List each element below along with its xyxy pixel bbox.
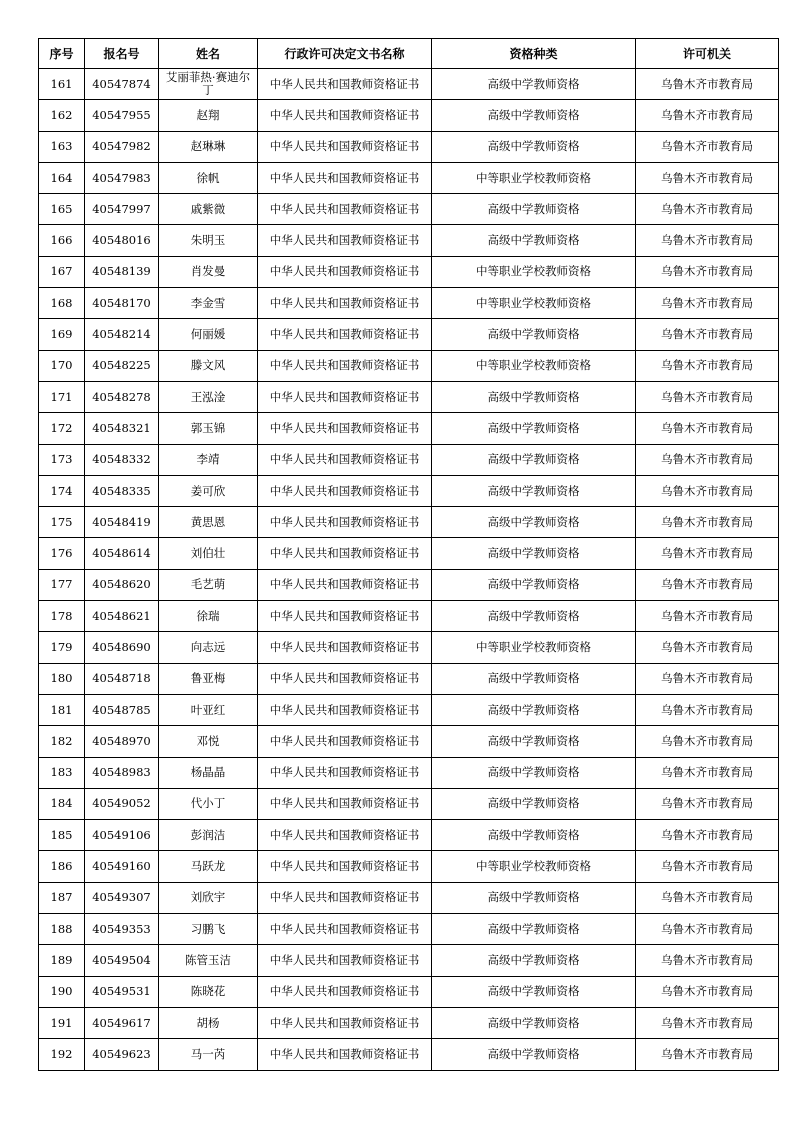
cell-licensing-authority: 乌鲁木齐市教育局: [636, 381, 779, 412]
cell-document-name: 中华人民共和国教师资格证书: [258, 788, 432, 819]
cell-name: 徐瑞: [159, 601, 258, 632]
cell-qualification-type: 高级中学教师资格: [432, 663, 636, 694]
table-row: [39, 757, 779, 788]
cell-document-name: 中华人民共和国教师资格证书: [258, 976, 432, 1007]
cell-name: 戚紫微: [159, 194, 258, 225]
cell-serial-number: 178: [39, 601, 85, 632]
cell-name: 马跃龙: [159, 851, 258, 882]
cell-qualification-type: 高级中学教师资格: [432, 694, 636, 725]
cell-qualification-type: 高级中学教师资格: [432, 569, 636, 600]
cell-name: 黄思恩: [159, 507, 258, 538]
cell-qualification-type: 高级中学教师资格: [432, 507, 636, 538]
cell-name: 习鹏飞: [159, 914, 258, 945]
cell-serial-number: 164: [39, 162, 85, 193]
cell-document-name: 中华人民共和国教师资格证书: [258, 100, 432, 131]
table-row: [39, 945, 779, 976]
cell-document-name: 中华人民共和国教师资格证书: [258, 726, 432, 757]
cell-name: 刘伯壮: [159, 538, 258, 569]
cell-name: 滕文风: [159, 350, 258, 381]
cell-licensing-authority: 乌鲁木齐市教育局: [636, 69, 779, 100]
table-row: [39, 914, 779, 945]
cell-serial-number: 177: [39, 569, 85, 600]
cell-registration-number: 40548718: [85, 663, 159, 694]
cell-name: 姜可欣: [159, 475, 258, 506]
cell-document-name: 中华人民共和国教师资格证书: [258, 601, 432, 632]
header-licensing-authority: 许可机关: [636, 39, 779, 69]
cell-name: 肖发曼: [159, 256, 258, 287]
cell-document-name: 中华人民共和国教师资格证书: [258, 162, 432, 193]
table-row: [39, 976, 779, 1007]
table-row: [39, 131, 779, 162]
cell-registration-number: 40548225: [85, 350, 159, 381]
header-name: 姓名: [159, 39, 258, 69]
cell-licensing-authority: 乌鲁木齐市教育局: [636, 601, 779, 632]
cell-registration-number: 40548419: [85, 507, 159, 538]
table-row: [39, 538, 779, 569]
cell-licensing-authority: 乌鲁木齐市教育局: [636, 569, 779, 600]
table-row: [39, 225, 779, 256]
cell-qualification-type: 高级中学教师资格: [432, 413, 636, 444]
cell-serial-number: 174: [39, 475, 85, 506]
table-row: [39, 413, 779, 444]
cell-serial-number: 161: [39, 69, 85, 100]
cell-serial-number: 184: [39, 788, 85, 819]
cell-document-name: 中华人民共和国教师资格证书: [258, 569, 432, 600]
cell-document-name: 中华人民共和国教师资格证书: [258, 945, 432, 976]
cell-name: 邓悦: [159, 726, 258, 757]
table-row: [39, 444, 779, 475]
cell-qualification-type: 高级中学教师资格: [432, 1007, 636, 1038]
cell-qualification-type: 高级中学教师资格: [432, 538, 636, 569]
cell-qualification-type: 高级中学教师资格: [432, 319, 636, 350]
cell-name: 彭润洁: [159, 820, 258, 851]
header-row: [39, 39, 779, 69]
cell-registration-number: 40549617: [85, 1007, 159, 1038]
table-header: [39, 39, 779, 69]
teacher-qualification-table: [38, 38, 779, 1071]
cell-registration-number: 40548278: [85, 381, 159, 412]
cell-document-name: 中华人民共和国教师资格证书: [258, 1039, 432, 1070]
cell-licensing-authority: 乌鲁木齐市教育局: [636, 851, 779, 882]
cell-licensing-authority: 乌鲁木齐市教育局: [636, 914, 779, 945]
cell-document-name: 中华人民共和国教师资格证书: [258, 694, 432, 725]
cell-registration-number: 40548335: [85, 475, 159, 506]
cell-licensing-authority: 乌鲁木齐市教育局: [636, 788, 779, 819]
header-serial-number: 序号: [39, 39, 85, 69]
cell-document-name: 中华人民共和国教师资格证书: [258, 1007, 432, 1038]
cell-name: 赵琳琳: [159, 131, 258, 162]
cell-document-name: 中华人民共和国教师资格证书: [258, 882, 432, 913]
cell-qualification-type: 高级中学教师资格: [432, 381, 636, 412]
table-row: [39, 1039, 779, 1070]
cell-document-name: 中华人民共和国教师资格证书: [258, 69, 432, 100]
table-row: [39, 851, 779, 882]
cell-qualification-type: 高级中学教师资格: [432, 1039, 636, 1070]
cell-serial-number: 176: [39, 538, 85, 569]
cell-qualification-type: 高级中学教师资格: [432, 976, 636, 1007]
header-qualification-type: 资格种类: [432, 39, 636, 69]
cell-registration-number: 40547874: [85, 69, 159, 100]
cell-serial-number: 191: [39, 1007, 85, 1038]
cell-licensing-authority: 乌鲁木齐市教育局: [636, 882, 779, 913]
cell-qualification-type: 高级中学教师资格: [432, 882, 636, 913]
cell-registration-number: 40549353: [85, 914, 159, 945]
cell-serial-number: 185: [39, 820, 85, 851]
cell-name: 杨晶晶: [159, 757, 258, 788]
cell-qualification-type: 高级中学教师资格: [432, 757, 636, 788]
cell-serial-number: 169: [39, 319, 85, 350]
cell-serial-number: 167: [39, 256, 85, 287]
cell-name: 叶亚红: [159, 694, 258, 725]
header-document-name: 行政许可决定文书名称: [258, 39, 432, 69]
cell-document-name: 中华人民共和国教师资格证书: [258, 851, 432, 882]
cell-registration-number: 40548016: [85, 225, 159, 256]
cell-name: 陈晓花: [159, 976, 258, 1007]
cell-name: 郭玉锦: [159, 413, 258, 444]
cell-document-name: 中华人民共和国教师资格证书: [258, 820, 432, 851]
cell-name: 陈管玉洁: [159, 945, 258, 976]
cell-licensing-authority: 乌鲁木齐市教育局: [636, 100, 779, 131]
cell-registration-number: 40549106: [85, 820, 159, 851]
cell-licensing-authority: 乌鲁木齐市教育局: [636, 350, 779, 381]
cell-qualification-type: 高级中学教师资格: [432, 225, 636, 256]
cell-registration-number: 40549531: [85, 976, 159, 1007]
cell-serial-number: 190: [39, 976, 85, 1007]
cell-registration-number: 40548321: [85, 413, 159, 444]
cell-licensing-authority: 乌鲁木齐市教育局: [636, 1039, 779, 1070]
cell-qualification-type: 高级中学教师资格: [432, 131, 636, 162]
table-row: [39, 162, 779, 193]
cell-document-name: 中华人民共和国教师资格证书: [258, 194, 432, 225]
cell-document-name: 中华人民共和国教师资格证书: [258, 350, 432, 381]
cell-registration-number: 40547982: [85, 131, 159, 162]
cell-qualification-type: 中等职业学校教师资格: [432, 350, 636, 381]
table-row: [39, 319, 779, 350]
cell-registration-number: 40548970: [85, 726, 159, 757]
header-registration-number: 报名号: [85, 39, 159, 69]
cell-document-name: 中华人民共和国教师资格证书: [258, 538, 432, 569]
cell-name: 马一芮: [159, 1039, 258, 1070]
cell-registration-number: 40548139: [85, 256, 159, 287]
table-row: [39, 1007, 779, 1038]
cell-qualification-type: 高级中学教师资格: [432, 820, 636, 851]
cell-registration-number: 40548614: [85, 538, 159, 569]
cell-document-name: 中华人民共和国教师资格证书: [258, 757, 432, 788]
cell-document-name: 中华人民共和国教师资格证书: [258, 475, 432, 506]
table-row: [39, 288, 779, 319]
cell-serial-number: 173: [39, 444, 85, 475]
table-row: [39, 726, 779, 757]
cell-qualification-type: 中等职业学校教师资格: [432, 851, 636, 882]
cell-serial-number: 168: [39, 288, 85, 319]
cell-licensing-authority: 乌鲁木齐市教育局: [636, 757, 779, 788]
cell-registration-number: 40549504: [85, 945, 159, 976]
cell-serial-number: 172: [39, 413, 85, 444]
table-row: [39, 256, 779, 287]
cell-licensing-authority: 乌鲁木齐市教育局: [636, 1007, 779, 1038]
cell-licensing-authority: 乌鲁木齐市教育局: [636, 194, 779, 225]
cell-name: 李金雪: [159, 288, 258, 319]
cell-serial-number: 192: [39, 1039, 85, 1070]
cell-name: 代小丁: [159, 788, 258, 819]
table-row: [39, 194, 779, 225]
cell-name: 胡杨: [159, 1007, 258, 1038]
cell-name: 鲁亚梅: [159, 663, 258, 694]
cell-licensing-authority: 乌鲁木齐市教育局: [636, 632, 779, 663]
cell-name: 毛艺萌: [159, 569, 258, 600]
cell-document-name: 中华人民共和国教师资格证书: [258, 225, 432, 256]
cell-registration-number: 40548332: [85, 444, 159, 475]
cell-name: 赵翔: [159, 100, 258, 131]
cell-licensing-authority: 乌鲁木齐市教育局: [636, 507, 779, 538]
cell-registration-number: 40547997: [85, 194, 159, 225]
cell-name: 徐帆: [159, 162, 258, 193]
cell-serial-number: 162: [39, 100, 85, 131]
cell-registration-number: 40548214: [85, 319, 159, 350]
cell-licensing-authority: 乌鲁木齐市教育局: [636, 694, 779, 725]
cell-licensing-authority: 乌鲁木齐市教育局: [636, 162, 779, 193]
cell-serial-number: 186: [39, 851, 85, 882]
cell-licensing-authority: 乌鲁木齐市教育局: [636, 945, 779, 976]
cell-name: 刘欣宇: [159, 882, 258, 913]
cell-serial-number: 163: [39, 131, 85, 162]
cell-registration-number: 40549052: [85, 788, 159, 819]
cell-registration-number: 40549623: [85, 1039, 159, 1070]
cell-licensing-authority: 乌鲁木齐市教育局: [636, 131, 779, 162]
cell-licensing-authority: 乌鲁木齐市教育局: [636, 475, 779, 506]
cell-registration-number: 40549307: [85, 882, 159, 913]
cell-registration-number: 40548983: [85, 757, 159, 788]
cell-document-name: 中华人民共和国教师资格证书: [258, 663, 432, 694]
cell-serial-number: 166: [39, 225, 85, 256]
cell-registration-number: 40548785: [85, 694, 159, 725]
table-row: [39, 601, 779, 632]
cell-qualification-type: 中等职业学校教师资格: [432, 288, 636, 319]
cell-qualification-type: 高级中学教师资格: [432, 194, 636, 225]
table-row: [39, 350, 779, 381]
cell-registration-number: 40547955: [85, 100, 159, 131]
cell-qualification-type: 高级中学教师资格: [432, 69, 636, 100]
cell-licensing-authority: 乌鲁木齐市教育局: [636, 538, 779, 569]
cell-document-name: 中华人民共和国教师资格证书: [258, 256, 432, 287]
cell-qualification-type: 高级中学教师资格: [432, 475, 636, 506]
cell-qualification-type: 高级中学教师资格: [432, 726, 636, 757]
table-row: [39, 788, 779, 819]
cell-serial-number: 180: [39, 663, 85, 694]
cell-name: 李靖: [159, 444, 258, 475]
cell-qualification-type: 高级中学教师资格: [432, 601, 636, 632]
table-row: [39, 69, 779, 100]
cell-serial-number: 181: [39, 694, 85, 725]
cell-serial-number: 175: [39, 507, 85, 538]
table-body: [39, 69, 779, 1071]
cell-qualification-type: 高级中学教师资格: [432, 444, 636, 475]
cell-registration-number: 40548170: [85, 288, 159, 319]
cell-licensing-authority: 乌鲁木齐市教育局: [636, 225, 779, 256]
cell-serial-number: 182: [39, 726, 85, 757]
cell-qualification-type: 高级中学教师资格: [432, 100, 636, 131]
cell-licensing-authority: 乌鲁木齐市教育局: [636, 256, 779, 287]
cell-licensing-authority: 乌鲁木齐市教育局: [636, 976, 779, 1007]
cell-qualification-type: 中等职业学校教师资格: [432, 256, 636, 287]
cell-registration-number: 40548690: [85, 632, 159, 663]
cell-serial-number: 165: [39, 194, 85, 225]
cell-registration-number: 40549160: [85, 851, 159, 882]
cell-qualification-type: 高级中学教师资格: [432, 914, 636, 945]
cell-licensing-authority: 乌鲁木齐市教育局: [636, 319, 779, 350]
cell-licensing-authority: 乌鲁木齐市教育局: [636, 820, 779, 851]
cell-registration-number: 40547983: [85, 162, 159, 193]
cell-document-name: 中华人民共和国教师资格证书: [258, 507, 432, 538]
cell-serial-number: 187: [39, 882, 85, 913]
cell-document-name: 中华人民共和国教师资格证书: [258, 632, 432, 663]
cell-licensing-authority: 乌鲁木齐市教育局: [636, 413, 779, 444]
cell-qualification-type: 中等职业学校教师资格: [432, 632, 636, 663]
table-row: [39, 475, 779, 506]
cell-document-name: 中华人民共和国教师资格证书: [258, 288, 432, 319]
table-row: [39, 632, 779, 663]
cell-document-name: 中华人民共和国教师资格证书: [258, 413, 432, 444]
table-row: [39, 569, 779, 600]
cell-licensing-authority: 乌鲁木齐市教育局: [636, 663, 779, 694]
cell-serial-number: 188: [39, 914, 85, 945]
cell-licensing-authority: 乌鲁木齐市教育局: [636, 288, 779, 319]
table-row: [39, 507, 779, 538]
table-row: [39, 820, 779, 851]
cell-name: 艾丽菲热·赛迪尔丁: [159, 69, 258, 100]
table-row: [39, 381, 779, 412]
cell-serial-number: 170: [39, 350, 85, 381]
cell-qualification-type: 高级中学教师资格: [432, 788, 636, 819]
table-row: [39, 663, 779, 694]
cell-serial-number: 179: [39, 632, 85, 663]
cell-serial-number: 189: [39, 945, 85, 976]
cell-qualification-type: 中等职业学校教师资格: [432, 162, 636, 193]
cell-name: 何丽媛: [159, 319, 258, 350]
cell-document-name: 中华人民共和国教师资格证书: [258, 319, 432, 350]
cell-qualification-type: 高级中学教师资格: [432, 945, 636, 976]
cell-document-name: 中华人民共和国教师资格证书: [258, 131, 432, 162]
table-row: [39, 100, 779, 131]
cell-document-name: 中华人民共和国教师资格证书: [258, 444, 432, 475]
cell-licensing-authority: 乌鲁木齐市教育局: [636, 726, 779, 757]
cell-name: 朱明玉: [159, 225, 258, 256]
cell-serial-number: 183: [39, 757, 85, 788]
cell-licensing-authority: 乌鲁木齐市教育局: [636, 444, 779, 475]
cell-registration-number: 40548620: [85, 569, 159, 600]
table-row: [39, 694, 779, 725]
cell-name: 王泓淦: [159, 381, 258, 412]
cell-registration-number: 40548621: [85, 601, 159, 632]
table-row: [39, 882, 779, 913]
cell-serial-number: 171: [39, 381, 85, 412]
cell-document-name: 中华人民共和国教师资格证书: [258, 914, 432, 945]
cell-document-name: 中华人民共和国教师资格证书: [258, 381, 432, 412]
cell-name: 向志远: [159, 632, 258, 663]
